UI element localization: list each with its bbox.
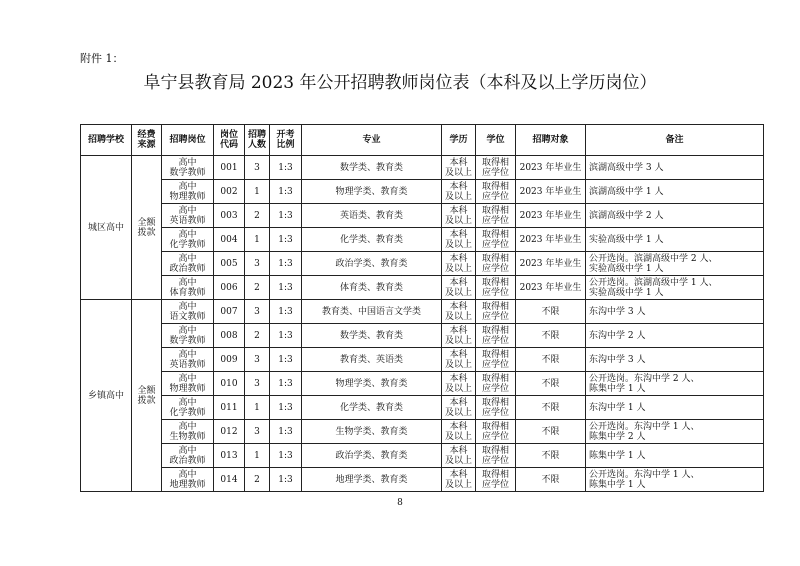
code-cell: 009 [214, 348, 245, 372]
major-cell: 英语类、教育类 [302, 204, 442, 228]
post-cell: 高中 数学教师 [162, 156, 214, 180]
target-cell: 不限 [516, 420, 586, 444]
code-cell: 012 [214, 420, 245, 444]
major-cell: 数学类、教育类 [302, 324, 442, 348]
note-cell: 东沟中学 1 人 [586, 396, 764, 420]
column-header: 招聘 人数 [245, 125, 270, 156]
note-cell: 滨湖高级中学 2 人 [586, 204, 764, 228]
major-cell: 化学类、教育类 [302, 396, 442, 420]
target-cell: 2023 年毕业生 [516, 204, 586, 228]
column-header: 学历 [442, 125, 476, 156]
code-cell: 005 [214, 252, 245, 276]
ratio-cell: 1:3 [270, 180, 302, 204]
degree-cell: 取得相 应学位 [476, 228, 516, 252]
post-cell: 高中 化学教师 [162, 228, 214, 252]
code-cell: 002 [214, 180, 245, 204]
column-header: 开考 比例 [270, 125, 302, 156]
count-cell: 1 [245, 396, 270, 420]
table-row [81, 444, 764, 468]
count-cell: 3 [245, 300, 270, 324]
degree-cell: 取得相 应学位 [476, 300, 516, 324]
table-row [81, 396, 764, 420]
major-cell: 物理学类、教育类 [302, 180, 442, 204]
table-row [81, 204, 764, 228]
code-cell: 010 [214, 372, 245, 396]
target-cell: 不限 [516, 300, 586, 324]
degree-cell: 取得相 应学位 [476, 372, 516, 396]
degree-cell: 取得相 应学位 [476, 276, 516, 300]
education-cell: 本科 及以上 [442, 156, 476, 180]
ratio-cell: 1:3 [270, 228, 302, 252]
note-cell: 公开选岗。东沟中学 1 人、 陈集中学 1 人 [586, 468, 764, 492]
degree-cell: 取得相 应学位 [476, 348, 516, 372]
column-header: 招聘学校 [81, 125, 132, 156]
table-row [81, 348, 764, 372]
count-cell: 2 [245, 204, 270, 228]
ratio-cell: 1:3 [270, 300, 302, 324]
degree-cell: 取得相 应学位 [476, 180, 516, 204]
school-cell: 城区高中 [81, 156, 132, 300]
table-row [81, 324, 764, 348]
ratio-cell: 1:3 [270, 156, 302, 180]
education-cell: 本科 及以上 [442, 204, 476, 228]
major-cell: 地理学类、教育类 [302, 468, 442, 492]
table-header-row [81, 125, 764, 156]
code-cell: 011 [214, 396, 245, 420]
post-cell: 高中 体育教师 [162, 276, 214, 300]
post-cell: 高中 生物教师 [162, 420, 214, 444]
degree-cell: 取得相 应学位 [476, 420, 516, 444]
major-cell: 化学类、教育类 [302, 228, 442, 252]
table-row [81, 252, 764, 276]
fund-cell: 全额 拨款 [132, 300, 162, 492]
code-cell: 003 [214, 204, 245, 228]
column-header: 招聘对象 [516, 125, 586, 156]
post-cell: 高中 英语教师 [162, 348, 214, 372]
post-cell: 高中 地理教师 [162, 468, 214, 492]
post-cell: 高中 物理教师 [162, 180, 214, 204]
code-cell: 006 [214, 276, 245, 300]
code-cell: 004 [214, 228, 245, 252]
count-cell: 3 [245, 252, 270, 276]
note-cell: 实验高级中学 1 人 [586, 228, 764, 252]
major-cell: 教育类、英语类 [302, 348, 442, 372]
target-cell: 不限 [516, 324, 586, 348]
target-cell: 不限 [516, 348, 586, 372]
post-cell: 高中 物理教师 [162, 372, 214, 396]
education-cell: 本科 及以上 [442, 252, 476, 276]
table-row [81, 156, 764, 180]
column-header: 招聘岗位 [162, 125, 214, 156]
target-cell: 2023 年毕业生 [516, 180, 586, 204]
post-cell: 高中 政治教师 [162, 444, 214, 468]
ratio-cell: 1:3 [270, 276, 302, 300]
note-cell: 东沟中学 3 人 [586, 348, 764, 372]
education-cell: 本科 及以上 [442, 348, 476, 372]
code-cell: 001 [214, 156, 245, 180]
page-number: 8 [397, 498, 403, 508]
count-cell: 1 [245, 444, 270, 468]
note-cell: 滨湖高级中学 3 人 [586, 156, 764, 180]
school-cell: 乡镇高中 [81, 300, 132, 492]
degree-cell: 取得相 应学位 [476, 156, 516, 180]
ratio-cell: 1:3 [270, 324, 302, 348]
major-cell: 生物学类、教育类 [302, 420, 442, 444]
note-cell: 公开选岗。东沟中学 2 人、 陈集中学 1 人 [586, 372, 764, 396]
code-cell: 014 [214, 468, 245, 492]
note-cell: 滨湖高级中学 1 人 [586, 180, 764, 204]
ratio-cell: 1:3 [270, 444, 302, 468]
target-cell: 2023 年毕业生 [516, 228, 586, 252]
degree-cell: 取得相 应学位 [476, 252, 516, 276]
education-cell: 本科 及以上 [442, 372, 476, 396]
recruitment-table [80, 124, 764, 492]
ratio-cell: 1:3 [270, 252, 302, 276]
target-cell: 不限 [516, 468, 586, 492]
count-cell: 3 [245, 156, 270, 180]
major-cell: 数学类、教育类 [302, 156, 442, 180]
count-cell: 2 [245, 276, 270, 300]
count-cell: 1 [245, 228, 270, 252]
note-cell: 东沟中学 3 人 [586, 300, 764, 324]
page-title: 阜宁县教育局 2023 年公开招聘教师岗位表（本科及以上学历岗位） [143, 73, 657, 93]
target-cell: 2023 年毕业生 [516, 276, 586, 300]
education-cell: 本科 及以上 [442, 180, 476, 204]
code-cell: 008 [214, 324, 245, 348]
note-cell: 陈集中学 1 人 [586, 444, 764, 468]
table-row [81, 420, 764, 444]
education-cell: 本科 及以上 [442, 300, 476, 324]
education-cell: 本科 及以上 [442, 444, 476, 468]
ratio-cell: 1:3 [270, 348, 302, 372]
target-cell: 不限 [516, 396, 586, 420]
ratio-cell: 1:3 [270, 204, 302, 228]
post-cell: 高中 语文教师 [162, 300, 214, 324]
degree-cell: 取得相 应学位 [476, 396, 516, 420]
education-cell: 本科 及以上 [442, 420, 476, 444]
code-cell: 013 [214, 444, 245, 468]
post-cell: 高中 政治教师 [162, 252, 214, 276]
ratio-cell: 1:3 [270, 396, 302, 420]
column-header: 岗位 代码 [214, 125, 245, 156]
note-cell: 东沟中学 2 人 [586, 324, 764, 348]
post-cell: 高中 数学教师 [162, 324, 214, 348]
education-cell: 本科 及以上 [442, 468, 476, 492]
target-cell: 不限 [516, 372, 586, 396]
note-cell: 公开选岗。滨湖高级中学 1 人、 实验高级中学 1 人 [586, 276, 764, 300]
major-cell: 政治学类、教育类 [302, 252, 442, 276]
ratio-cell: 1:3 [270, 468, 302, 492]
table-row [81, 468, 764, 492]
post-cell: 高中 英语教师 [162, 204, 214, 228]
fund-cell: 全额 拨款 [132, 156, 162, 300]
post-cell: 高中 化学教师 [162, 396, 214, 420]
count-cell: 1 [245, 180, 270, 204]
major-cell: 政治学类、教育类 [302, 444, 442, 468]
code-cell: 007 [214, 300, 245, 324]
count-cell: 2 [245, 324, 270, 348]
column-header: 备注 [586, 125, 764, 156]
ratio-cell: 1:3 [270, 372, 302, 396]
table-row [81, 372, 764, 396]
table-row [81, 228, 764, 252]
attachment-label: 附件 1： [80, 52, 124, 65]
count-cell: 3 [245, 348, 270, 372]
major-cell: 体育类、教育类 [302, 276, 442, 300]
table-row [81, 300, 764, 324]
target-cell: 2023 年毕业生 [516, 252, 586, 276]
column-header: 专业 [302, 125, 442, 156]
degree-cell: 取得相 应学位 [476, 468, 516, 492]
count-cell: 3 [245, 420, 270, 444]
ratio-cell: 1:3 [270, 420, 302, 444]
education-cell: 本科 及以上 [442, 276, 476, 300]
count-cell: 3 [245, 372, 270, 396]
target-cell: 不限 [516, 444, 586, 468]
degree-cell: 取得相 应学位 [476, 444, 516, 468]
education-cell: 本科 及以上 [442, 228, 476, 252]
degree-cell: 取得相 应学位 [476, 324, 516, 348]
major-cell: 教育类、中国语言文学类 [302, 300, 442, 324]
note-cell: 公开选岗。东沟中学 1 人、 陈集中学 2 人 [586, 420, 764, 444]
column-header: 学位 [476, 125, 516, 156]
education-cell: 本科 及以上 [442, 396, 476, 420]
note-cell: 公开选岗。滨湖高级中学 2 人、 实验高级中学 1 人 [586, 252, 764, 276]
target-cell: 2023 年毕业生 [516, 156, 586, 180]
count-cell: 2 [245, 468, 270, 492]
column-header: 经费 来源 [132, 125, 162, 156]
table-row [81, 180, 764, 204]
degree-cell: 取得相 应学位 [476, 204, 516, 228]
major-cell: 物理学类、教育类 [302, 372, 442, 396]
education-cell: 本科 及以上 [442, 324, 476, 348]
table-row [81, 276, 764, 300]
